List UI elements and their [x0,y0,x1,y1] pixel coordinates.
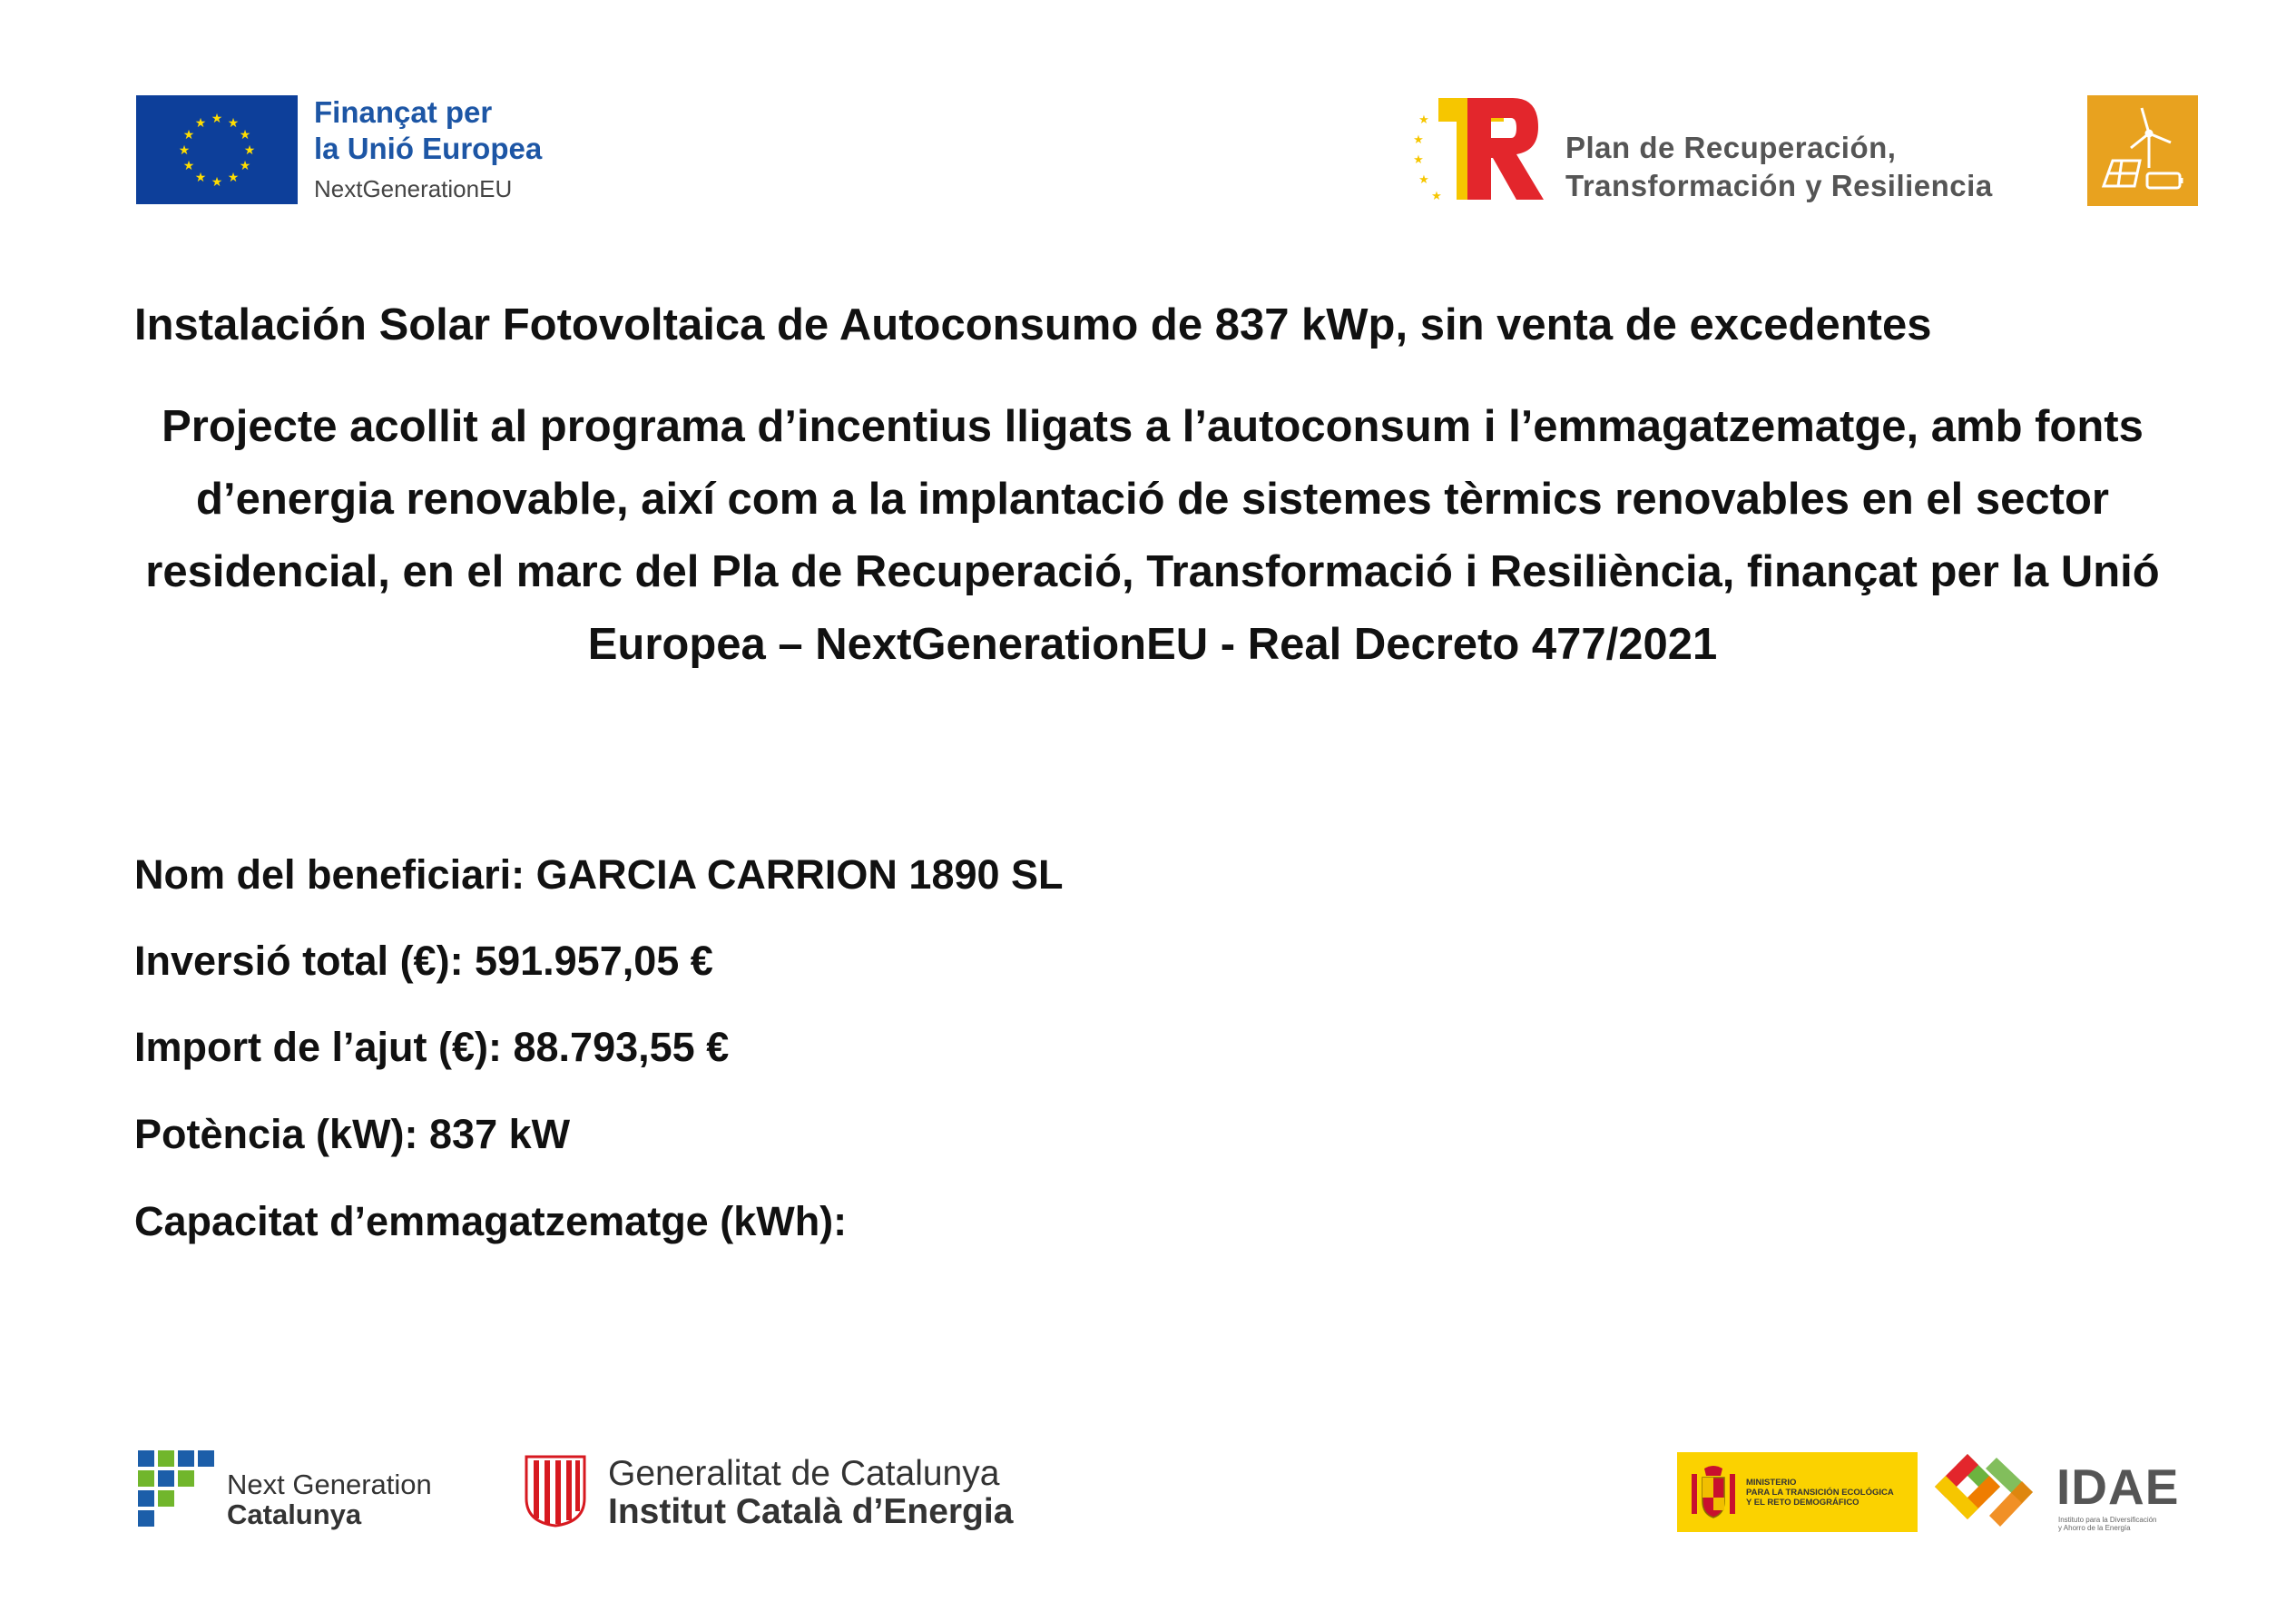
beneficiary-name: Nom del beneficiari: GARCIA CARRION 1890 SL [134,851,1064,898]
project-title-spanish: Instalación Solar Fotovoltaica de Autoconsumo de 837 kWp, sin venta de excedentes [134,300,1932,349]
gencat-logo-line1: Generalitat de Catalunya [608,1454,1000,1493]
eu-flag-icon [136,95,298,204]
idae-diamond-icon [1931,1450,2047,1532]
svg-text:★: ★ [194,116,207,131]
svg-text:★: ★ [182,128,195,142]
prtr-tr-mark-icon [1411,91,1547,207]
renewable-energy-badge-icon [2087,95,2198,206]
power-rating: Potència (kW): 837 kW [134,1111,571,1157]
svg-text:★: ★ [194,171,207,185]
svg-text:★: ★ [239,159,251,173]
prtr-logo-line1: Plan de Recuperación, [1565,131,1897,164]
svg-text:★: ★ [182,159,195,173]
svg-text:★: ★ [211,112,223,126]
svg-text:★: ★ [1418,173,1429,187]
gencat-logo-line2: Institut Català d’Energia [608,1492,1014,1531]
eu-logo-line2: la Unió Europea [314,132,543,165]
idae-sub-line1: Instituto para la Diversificación [2058,1516,2157,1524]
idae-logo [1931,1450,2203,1534]
next-generation-catalunya-logo [138,1450,456,1532]
svg-text:★: ★ [227,171,240,185]
svg-text:★: ★ [1418,113,1429,127]
prtr-logo [1411,91,2046,209]
idae-sub-line2: y Ahorro de la Energía [2058,1524,2131,1532]
svg-text:★: ★ [1413,153,1424,167]
idae-name: IDAE [2056,1459,2180,1515]
storage-capacity: Capacitat d’emmagatzematge (kWh): [134,1198,848,1244]
svg-text:★: ★ [1413,133,1424,147]
ministerio-line2: PARA LA TRANSICIÓN ECOLÓGICA [1746,1488,1894,1498]
eu-logo-line3: NextGenerationEU [314,175,513,202]
svg-text:★: ★ [178,143,191,158]
generalitat-icaen-logo [525,1450,1069,1534]
catalan-shield-icon [525,1455,586,1528]
svg-text:★: ★ [243,143,256,158]
ngc-squares-icon [138,1450,220,1527]
spain-coat-of-arms-icon [1688,1465,1739,1521]
ministerio-line1: MINISTERIO [1746,1478,1797,1488]
aid-amount: Import de l’ajut (€): 88.793,55 € [134,1024,730,1070]
eu-funding-logo [136,95,572,209]
ministerio-line3: Y EL RETO DEMOGRÁFICO [1746,1498,1859,1508]
svg-text:★: ★ [227,116,240,131]
ngc-logo-line1: Next Generation [227,1469,432,1500]
project-description-catalan: Projecte acollit al programa d’incentius lligats a l’autoconsum i l’emmagatzematge, amb fonts d’energia renovable, així com a la implantació de sistemes tèrmics renovables en el sector residencial, en el marc del Pla de Recuperació, Transformació i Resiliència, finançat per la Unió Europea – NextGenerationEU - Real Decreto 477/2021 [145,402,2160,669]
svg-text:★: ★ [1431,190,1442,203]
prtr-logo-line2: Transformación y Resiliencia [1565,169,1993,202]
eu-logo-line1: Finançat per [314,95,493,129]
svg-text:★: ★ [211,175,223,190]
total-investment: Inversió total (€): 591.957,05 € [134,938,713,984]
ngc-logo-line2: Catalunya [227,1498,362,1530]
ministerio-logo [1677,1452,1918,1532]
svg-text:★: ★ [239,128,251,142]
